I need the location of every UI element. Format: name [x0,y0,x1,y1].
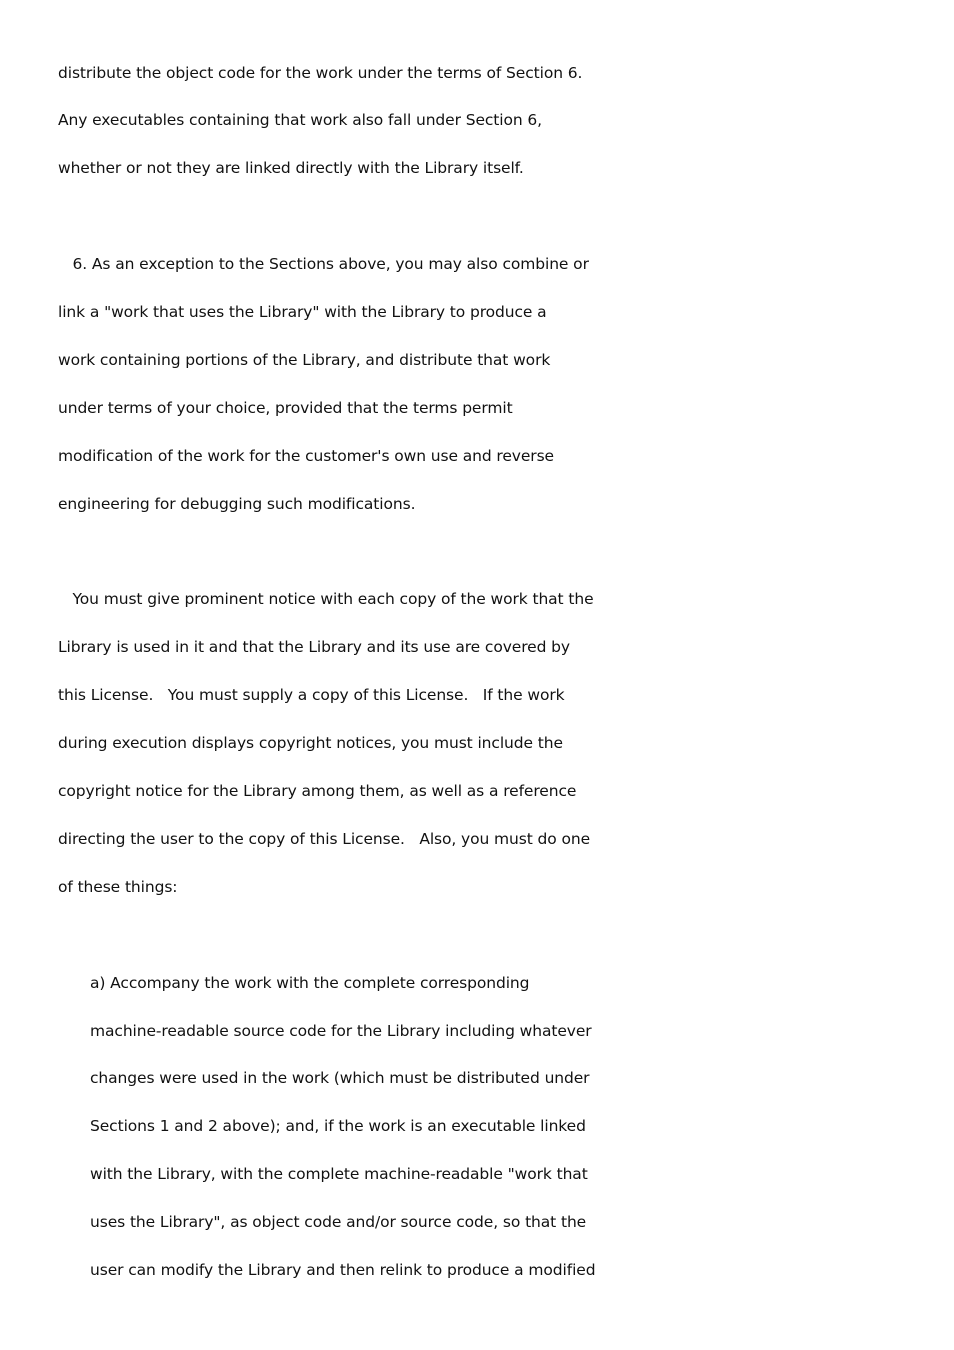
section-6-line: work containing portions of the Library, and distribute that work [58,351,551,369]
notice-line: this License. You must supply a copy of this License. If the work [58,686,565,704]
text-line: whether or not they are linked directly with the Library itself. [58,159,524,177]
item-a-line: with the Library, with the complete machine-readable "work that [90,1165,588,1183]
section-6-line: modification of the work for the customer's own use and reverse [58,447,554,465]
notice-line: copyright notice for the Library among them, as well as a reference [58,782,577,800]
item-a-line: user can modify the Library and then relink to produce a modified [90,1261,596,1279]
notice-line: of these things: [58,878,178,896]
section-6-line: under terms of your choice, provided that the terms permit [58,399,513,417]
item-a-line: Sections 1 and 2 above); and, if the work is an executable linked [90,1117,586,1135]
item-a-line: uses the Library", as object code and/or source code, so that the [90,1213,587,1231]
notice-line: during execution displays copyright notices, you must include the [58,734,563,752]
text-line: Any executables containing that work also fall under Section 6, [58,111,543,129]
notice-line: Library is used in it and that the Library and its use are covered by [58,638,570,656]
item-a-line: changes were used in the work (which must be distributed under [90,1069,590,1087]
item-a-line: a) Accompany the work with the complete corresponding [90,974,530,992]
section-6-line: link a "work that uses the Library" with the Library to produce a [58,303,547,321]
text-line: distribute the object code for the work under the terms of Section 6. [58,64,583,82]
section-6-line: engineering for debugging such modifications. [58,495,416,513]
item-a-line: machine-readable source code for the Library including whatever [90,1022,592,1040]
notice-line: directing the user to the copy of this License. Also, you must do one [58,830,591,848]
section-6-line: 6. As an exception to the Sections above, you may also combine or [58,255,589,273]
notice-line: You must give prominent notice with each copy of the work that the [58,590,594,608]
